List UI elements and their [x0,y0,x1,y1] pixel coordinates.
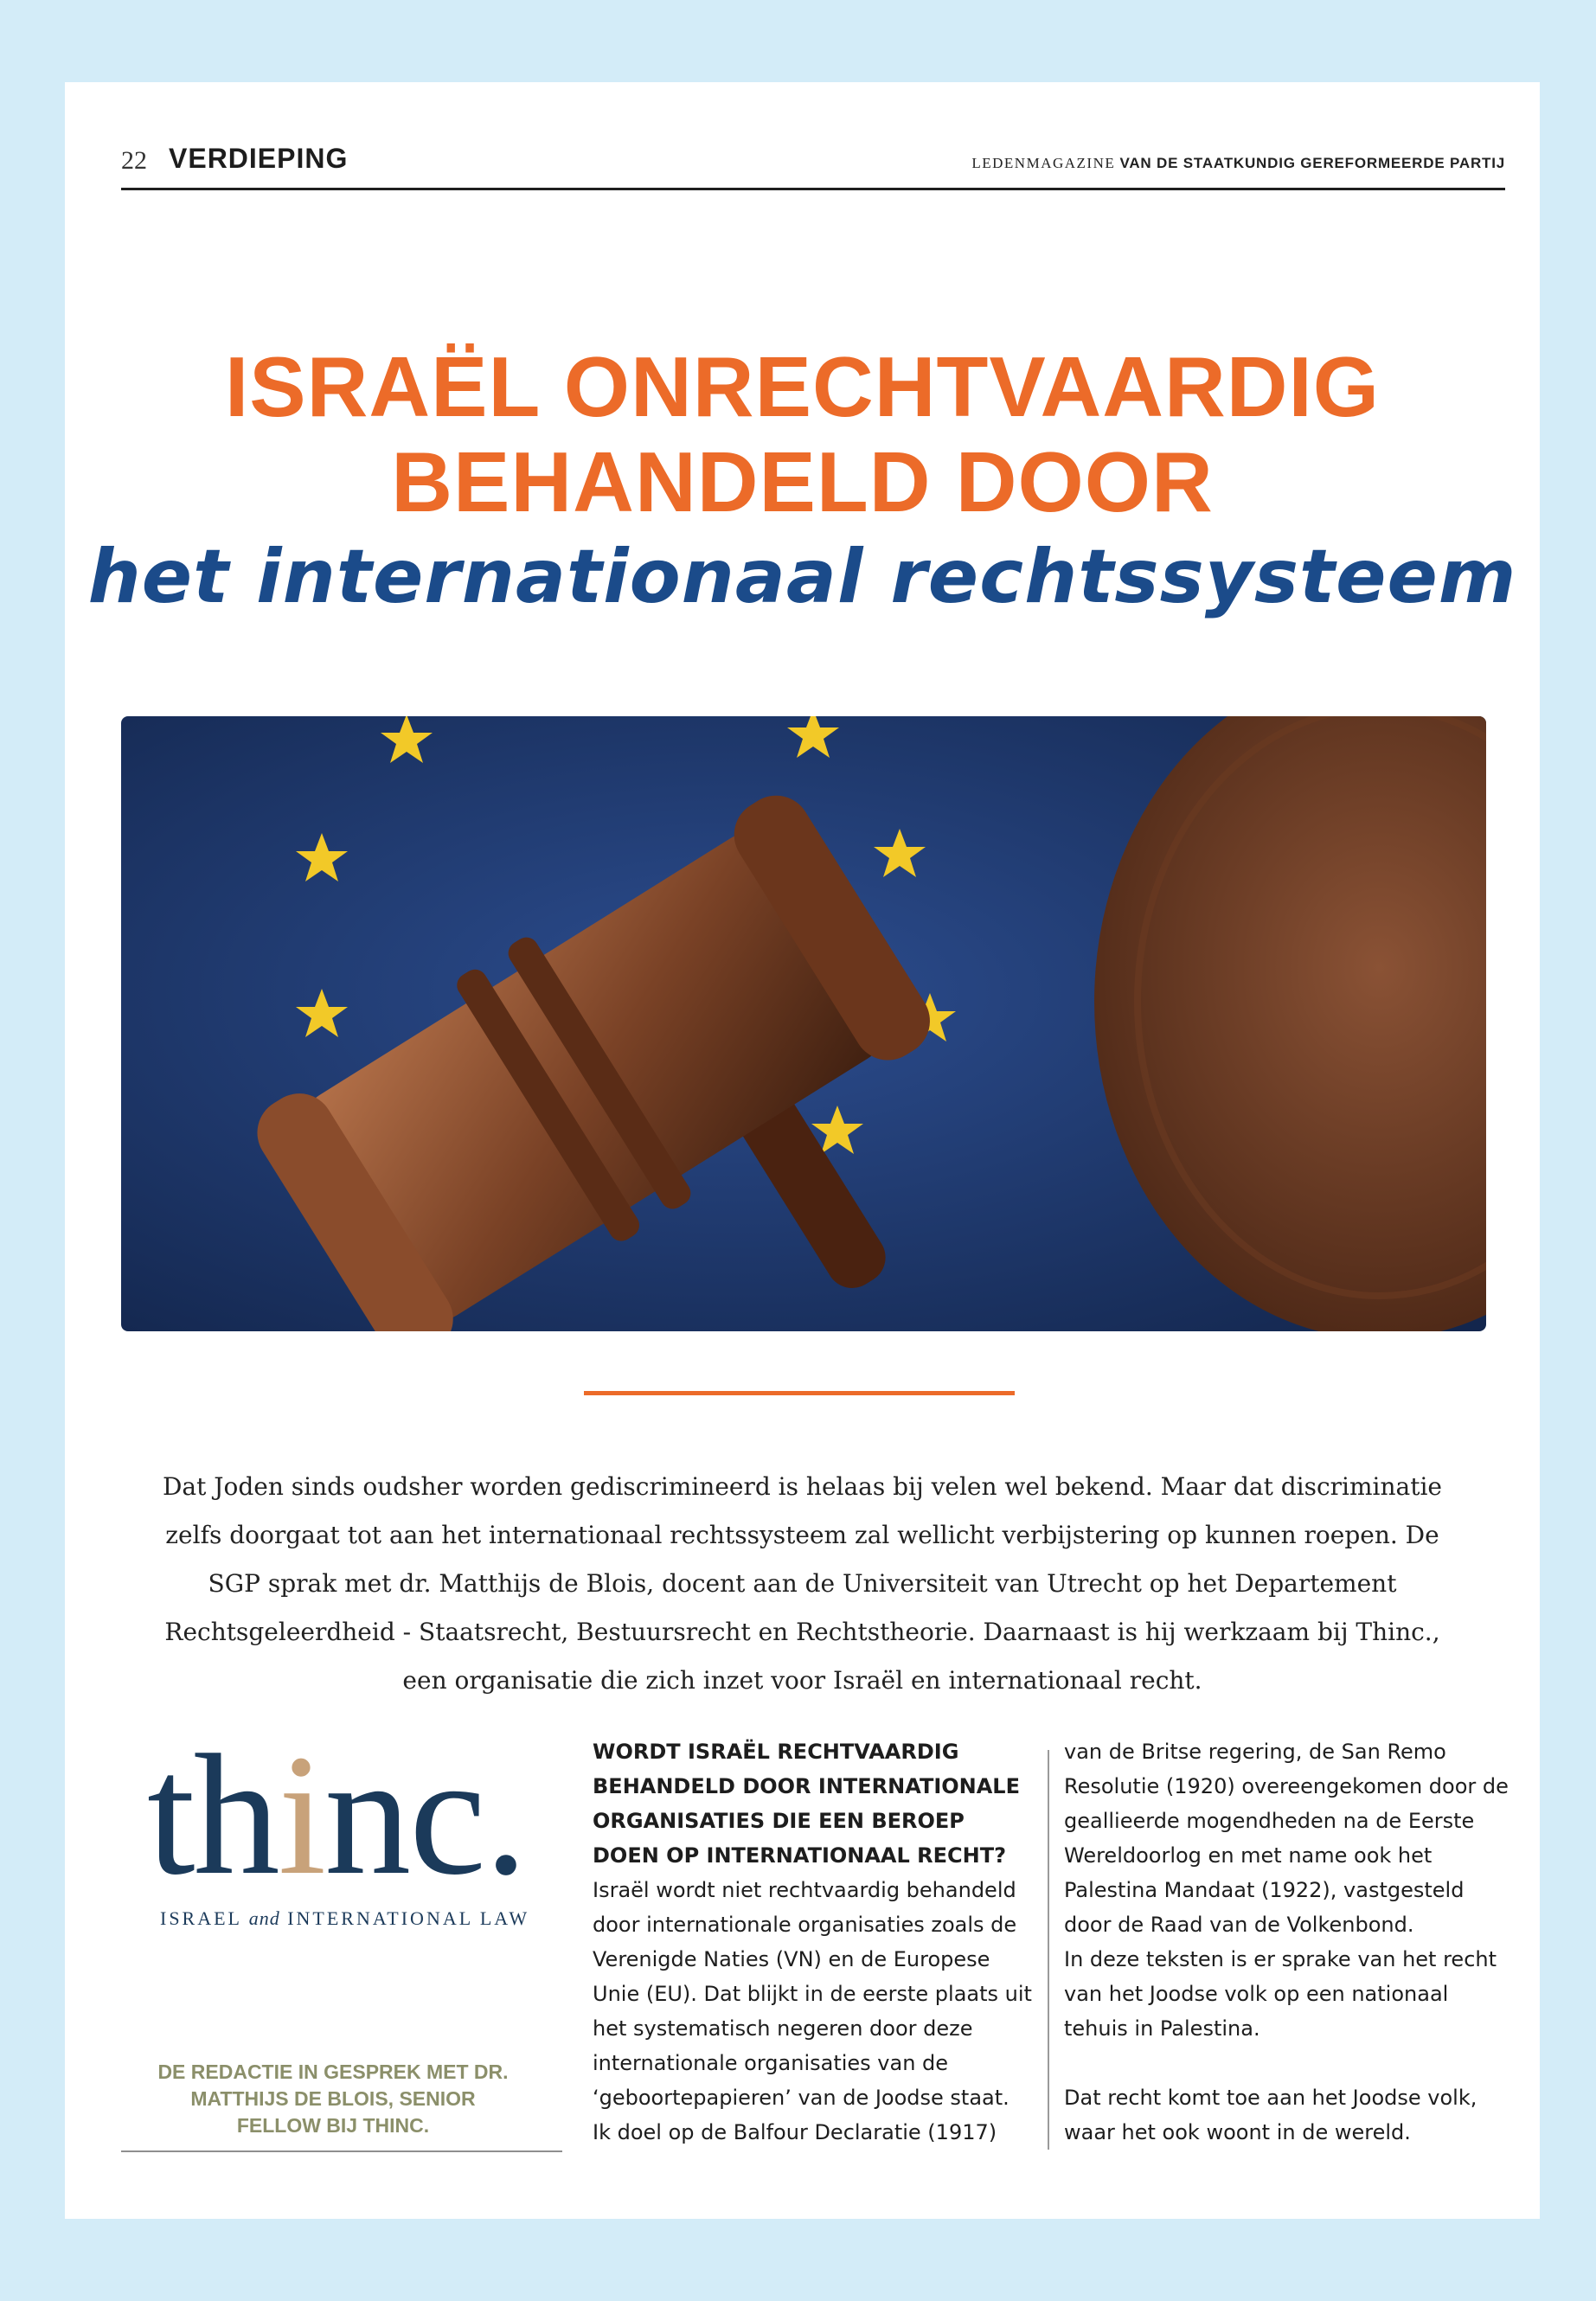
page-number: 22 [121,146,147,175]
running-header [121,143,1505,190]
logo-tagline-2: INTERNATIONAL LAW [287,1907,530,1929]
body-column-2 [1064,1734,1514,2150]
paragraph-gap [1064,2046,1514,2080]
answer-paragraph-1: Israël wordt niet rechtvaardig behandeld door internationale organisaties zoals de Verenigde Naties (VN) en de Europese Unie (EU). Dat blijkt in de eerste plaats uit het systematisch negeren door deze internationale organisaties van de ‘geboortepapieren’ van de Joodse staat. Ik doel op de Balfour Declaratie (1917) [593,1878,1032,2144]
caption-divider [121,2150,562,2152]
headline-line-1: ISRAËL ONRECHTVAARDIG [224,339,1380,434]
accent-rule [584,1391,1015,1395]
magazine-name [971,155,1505,172]
magazine-party: VAN DE STAATKUNDIG GEREFORMEERDE PARTIJ [1119,155,1505,171]
answer-paragraph-4: Dat recht komt toe aan het Joodse volk, waar het ook woont in de wereld. [1064,2086,1477,2144]
logo-tagline-and: and [248,1907,280,1929]
headline-line-3: het internationaal rechtssysteem [87,534,1517,620]
logo-word-start: th [147,1720,279,1911]
section-label: VERDIEPING [169,143,349,174]
logo-tagline-1: ISRAEL [160,1907,242,1929]
magazine-prefix: LEDENMAGAZINE [971,155,1116,171]
hero-image [121,716,1486,1331]
answer-paragraph-3: In deze teksten is er sprake van het recht van het Joodse volk op een nationaal tehuis in Palestina. [1064,1947,1497,2041]
headline-line-2: BEHANDELD DOOR [391,434,1214,529]
interview-caption: DE REDACTIE IN GESPREK MET DR. MATTHIJS DE BLOIS, SENIOR FELLOW BIJ THINC. [157,2061,509,2137]
gavel-on-eu-flag-icon [121,716,1486,1331]
question-heading: WORDT ISRAËL RECHTVAARDIG BEHANDELD DOOR INTERNATIONALE ORGANISATIES DIE EEN BEROEP DOEN OP INTERNATIONAAL RECHT? [593,1740,1020,1868]
logo-word-end: nc. [324,1720,526,1911]
thinc-logo [147,1720,545,1911]
intro-paragraph: Dat Joden sinds oudsher worden gediscrimineerd is helaas bij velen wel bekend. Maar dat discriminatie zelfs doorgaat tot aan het internationaal rechtssysteem zal wellicht verbijstering op kunnen roepen. De SGP sprak met dr. Matthijs de Blois, docent aan de Universiteit van Utrecht op het Departement Rechtsgeleerdheid - Staatsrecht, Bestuursrecht en Rechtstheorie. Daarnaast is hij werkzaam bij Thinc., een organisatie die zich inzet voor Israël en internationaal recht. [162,1472,1443,1695]
body-column-1 [593,1734,1034,2150]
logo-tagline [160,1907,549,1930]
logo-word-i: i [278,1720,325,1911]
answer-paragraph-2: van de Britse regering, de San Remo Resolutie (1920) overeengekomen door de geallieerde mogendheden na de Eerste Wereldoorlog en met name ook het Palestina Mandaat (1922), vastgesteld door de Raad van de Volkenbond. [1064,1740,1509,1937]
column-divider [1048,1750,1049,2150]
magazine-page [65,82,1540,2219]
